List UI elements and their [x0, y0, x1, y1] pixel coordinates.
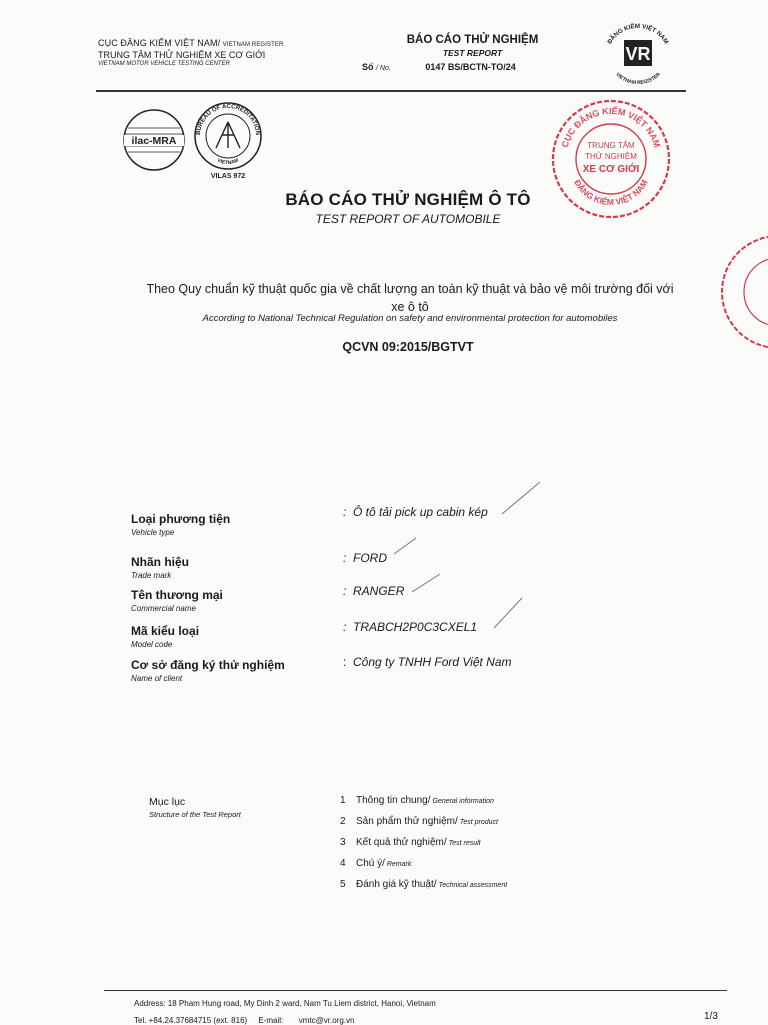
check-mark-vehicle-type: [500, 478, 544, 518]
footer-address: Address: 18 Pham Hung road, My Dinh 2 ward, Nam Tu Liem district, Hanoi, Vietnam: [134, 999, 436, 1008]
field-trade-mark-value: : FORD: [343, 551, 388, 565]
footer-contact: Tel. +84.24.37684715 (ext. 816) E-mail: vmtc@vr.org.vn: [134, 1016, 355, 1025]
vr-logo-ring-text: ĐĂNG KIỂM VIỆT NAM: [606, 22, 670, 46]
toc-item-remark: 4 Chú ý/ Remark: [340, 858, 412, 869]
boa-ring-text: BUREAU OF ACCREDITATION: [195, 103, 261, 136]
toc-item-test-result: 3 Kết quả thử nghiệm/ Test result: [340, 837, 481, 848]
page-number: 1/3: [704, 1011, 718, 1022]
field-commercial-name-value: : RANGER: [343, 584, 405, 598]
document-title: BÁO CÁO THỬ NGHIỆM Ô TÔ: [285, 190, 531, 209]
vilas-code: VILAS 972: [210, 173, 246, 180]
check-mark-commercial-name: [410, 570, 442, 596]
toc-item-test-product: 2 Sản phẩm thử nghiệm/ Test product: [340, 816, 498, 827]
vr-logo-mark: VR: [625, 44, 651, 64]
stamp-center-line3: XE CƠ GIỚI: [582, 164, 640, 175]
boa-emblem-icon: [216, 122, 240, 148]
stamp-ring-bottom: ĐĂNG KIỂM VIỆT NAM: [572, 177, 650, 208]
field-client-label: Cơ sở đăng ký thử nghiệm Name of client: [131, 658, 285, 683]
field-vehicle-type-label: Loại phương tiện Vehicle type: [131, 512, 231, 537]
field-vehicle-type-value: : Ô tô tải pick up cabin kép: [343, 505, 488, 519]
field-commercial-name-label: Tên thương mại Commercial name: [131, 588, 223, 613]
toc-label: Mục lục Structure of the Test Report: [149, 796, 241, 819]
boa-bottom-text: VIETNAM: [216, 157, 240, 167]
check-mark-trade-mark: [392, 534, 418, 558]
ilac-mra-logo: [120, 108, 188, 172]
vr-logo-ring-bottom: VIETNAM REGISTER: [614, 71, 662, 86]
stamp-ring-top: CỤC ĐĂNG KIỂM VIỆT NAM: [559, 105, 663, 149]
issuer-block: [98, 38, 283, 69]
document-title-en: TEST REPORT OF AUTOMOBILE: [315, 212, 501, 226]
regulation-code: QCVN 09:2015/BGTVT: [342, 340, 474, 354]
regulation-text: Theo Quy chuẩn kỹ thuật quốc gia về chất lượng an toàn kỹ thuật và bảo vệ môi trường đối với xe ô tô: [146, 282, 674, 314]
issuer-line3: VIETNAM MOTOR VEHICLE TESTING CENTER: [98, 61, 230, 68]
boa-accreditation-logo: [190, 102, 266, 182]
field-model-code-value: : TRABCH2P0C3CXEL1: [343, 620, 478, 634]
toc-item-general-information: 1 Thông tin chung/ General information: [340, 795, 494, 806]
issuer-line1: CỤC ĐĂNG KIỂM VIỆT NAM/ VIETNAM REGISTER: [98, 38, 284, 48]
report-header-title-en: TEST REPORT: [442, 48, 503, 58]
partial-stamp-edge: [716, 232, 768, 352]
svg-text:VIETNAM: [216, 158, 239, 166]
stamp-center-line1: TRUNG TÂM: [587, 141, 635, 150]
svg-text:VIETNAM REGISTER: [614, 71, 662, 86]
report-header: [362, 34, 567, 72]
regulation-text-en: According to National Technical Regulation on safety and environmental protection for automobiles: [202, 313, 618, 324]
issuer-line2: TRUNG TÂM THỬ NGHIỆM XE CƠ GIỚI: [98, 49, 266, 60]
field-model-code-label: Mã kiểu loại Model code: [131, 624, 200, 649]
check-mark-model-code: [492, 594, 524, 632]
report-header-title: BÁO CÁO THỬ NGHIỆM: [406, 34, 539, 46]
ilac-mra-text: ilac-MRA: [131, 135, 177, 147]
toc-item-technical-assessment: 5 Đánh giá kỹ thuật/ Technical assessment: [340, 879, 508, 890]
vr-logo: [598, 22, 678, 86]
field-trade-mark-label: Nhãn hiệu Trade mark: [131, 555, 190, 580]
header-rule: [96, 90, 686, 92]
footer-rule: [104, 990, 727, 991]
report-number: Số / No. 0147 BS/BCTN-TO/24: [362, 62, 516, 72]
field-client-value: : Công ty TNHH Ford Việt Nam: [343, 655, 512, 669]
stamp-center-line2: THỬ NGHIỆM: [585, 152, 637, 161]
